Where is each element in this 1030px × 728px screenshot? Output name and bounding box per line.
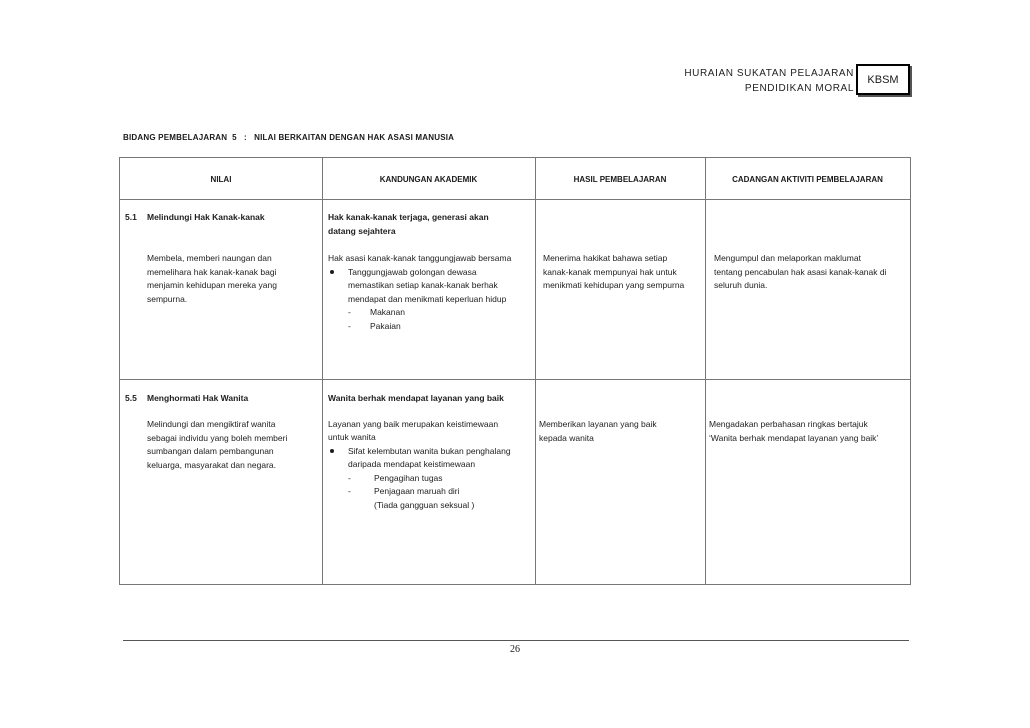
column-header-nilai: NILAI: [210, 174, 232, 184]
text-line: keluarga, masyarakat dan negara.: [147, 459, 276, 470]
text-line: mendapat dan menikmati keperluan hidup: [348, 293, 507, 304]
bullet-icon: [330, 270, 334, 274]
text-line: sumbangan dalam pembangunan: [147, 446, 274, 456]
dash-icon: -: [348, 472, 351, 483]
section-title: Melindungi Hak Kanak-kanak: [147, 212, 265, 222]
text-line: sebagai individu yang boleh memberi: [147, 432, 288, 443]
text-line: kanak-kanak mempunyai hak untuk: [543, 266, 677, 277]
dash-item: [328, 485, 534, 499]
text-line: Pengagihan tugas: [374, 472, 443, 483]
column-header-hasil: HASIL PEMBELAJARAN: [573, 174, 667, 184]
text-line: menikmati kehidupan yang sempurna: [543, 280, 685, 290]
text-line: Melindungi dan mengiktiraf wanita: [147, 419, 276, 429]
header-line-2: PENDIDIKAN MORAL: [744, 83, 854, 94]
text-line: memastikan setiap kanak-kanak berhak: [348, 280, 498, 290]
text-line: memelihara hak kanak-kanak bagi: [147, 266, 277, 277]
dash-item: [328, 320, 534, 334]
page-number: 26: [510, 644, 520, 655]
text-line: menjamin kehidupan mereka yang: [147, 280, 277, 290]
footer-divider: [123, 640, 909, 641]
text-line: Mengadakan perbahasan ringkas bertajuk: [709, 419, 868, 429]
text-line: Menerima hakikat bahawa setiap: [543, 253, 668, 263]
nilai-description: [147, 418, 319, 472]
column-divider: [322, 158, 323, 584]
cadangan-content: [709, 418, 909, 445]
section-heading: [125, 211, 320, 231]
text-line: Pakaian: [370, 320, 401, 331]
kandungan-heading: Wanita berhak mendapat layanan yang baik: [328, 393, 504, 403]
kandungan-heading: datang sejahtera: [328, 225, 396, 236]
section-number: 5.5: [125, 393, 137, 403]
text-line: Tanggungjawab golongan dewasa: [348, 266, 477, 277]
text-line: Sifat kelembutan wanita bukan penghalang: [348, 445, 511, 456]
text-line: Penjagaan maruah diri: [374, 486, 460, 496]
text-line: seluruh dunia.: [714, 280, 768, 290]
kandungan-intro: untuk wanita: [328, 432, 376, 442]
learning-area-title: BIDANG PEMBELAJARAN 5 : NILAI BERKAITAN DENGAN HAK ASASI MANUSIA: [123, 133, 455, 142]
text-line: sempurna.: [147, 293, 188, 304]
kandungan-note: (Tiada gangguan seksual ): [374, 499, 475, 510]
dash-item: [328, 472, 534, 486]
nilai-description: [147, 252, 319, 306]
section-number: 5.1: [125, 212, 137, 222]
text-line: Memberikan layanan yang baik: [539, 419, 657, 429]
kbsm-badge: KBSM: [856, 64, 910, 95]
text-line: kepada wanita: [539, 432, 594, 443]
row-divider: [120, 379, 910, 380]
header-line-1: HURAIAN SUKATAN PELAJARAN: [684, 68, 854, 79]
text-line: daripada mendapat keistimewaan: [348, 459, 476, 469]
column-header-kandungan: KANDUNGAN AKADEMIK: [379, 174, 478, 184]
kandungan-intro: Layanan yang baik merupakan keistimewaan: [328, 418, 499, 429]
dash-icon: -: [348, 320, 351, 331]
cadangan-content: [714, 252, 909, 293]
kandungan-content: [328, 392, 534, 512]
text-line: tentang pencabulan hak asasi kanak-kanak di: [714, 266, 887, 277]
section-title: Menghormati Hak Wanita: [147, 393, 249, 403]
kandungan-heading: Hak kanak-kanak terjaga, generasi akan: [328, 212, 489, 222]
syllabus-table: [119, 157, 911, 585]
bullet-icon: [330, 449, 334, 453]
text-line: Membela, memberi naungan dan: [147, 253, 272, 263]
column-divider: [705, 158, 706, 584]
text-line: Mengumpul dan melaporkan maklumat: [714, 253, 861, 263]
dash-icon: -: [348, 486, 351, 496]
kandungan-content: [328, 211, 534, 333]
column-header-cadangan: CADANGAN AKTIVITI PEMBELAJARAN: [732, 174, 883, 184]
dash-item: [328, 306, 534, 320]
text-line: ‘Wanita berhak mendapat layanan yang baik’: [709, 432, 879, 443]
section-heading: [125, 392, 320, 412]
column-divider: [535, 158, 536, 584]
text-line: Makanan: [370, 307, 405, 317]
hasil-content: [539, 418, 703, 445]
dash-icon: -: [348, 307, 351, 317]
bullet-item: [328, 266, 534, 307]
bullet-item: [328, 445, 534, 472]
hasil-content: [543, 252, 703, 293]
kandungan-intro: Hak asasi kanak-kanak tanggungjawab bersama: [328, 253, 512, 263]
document-header: [684, 66, 854, 96]
